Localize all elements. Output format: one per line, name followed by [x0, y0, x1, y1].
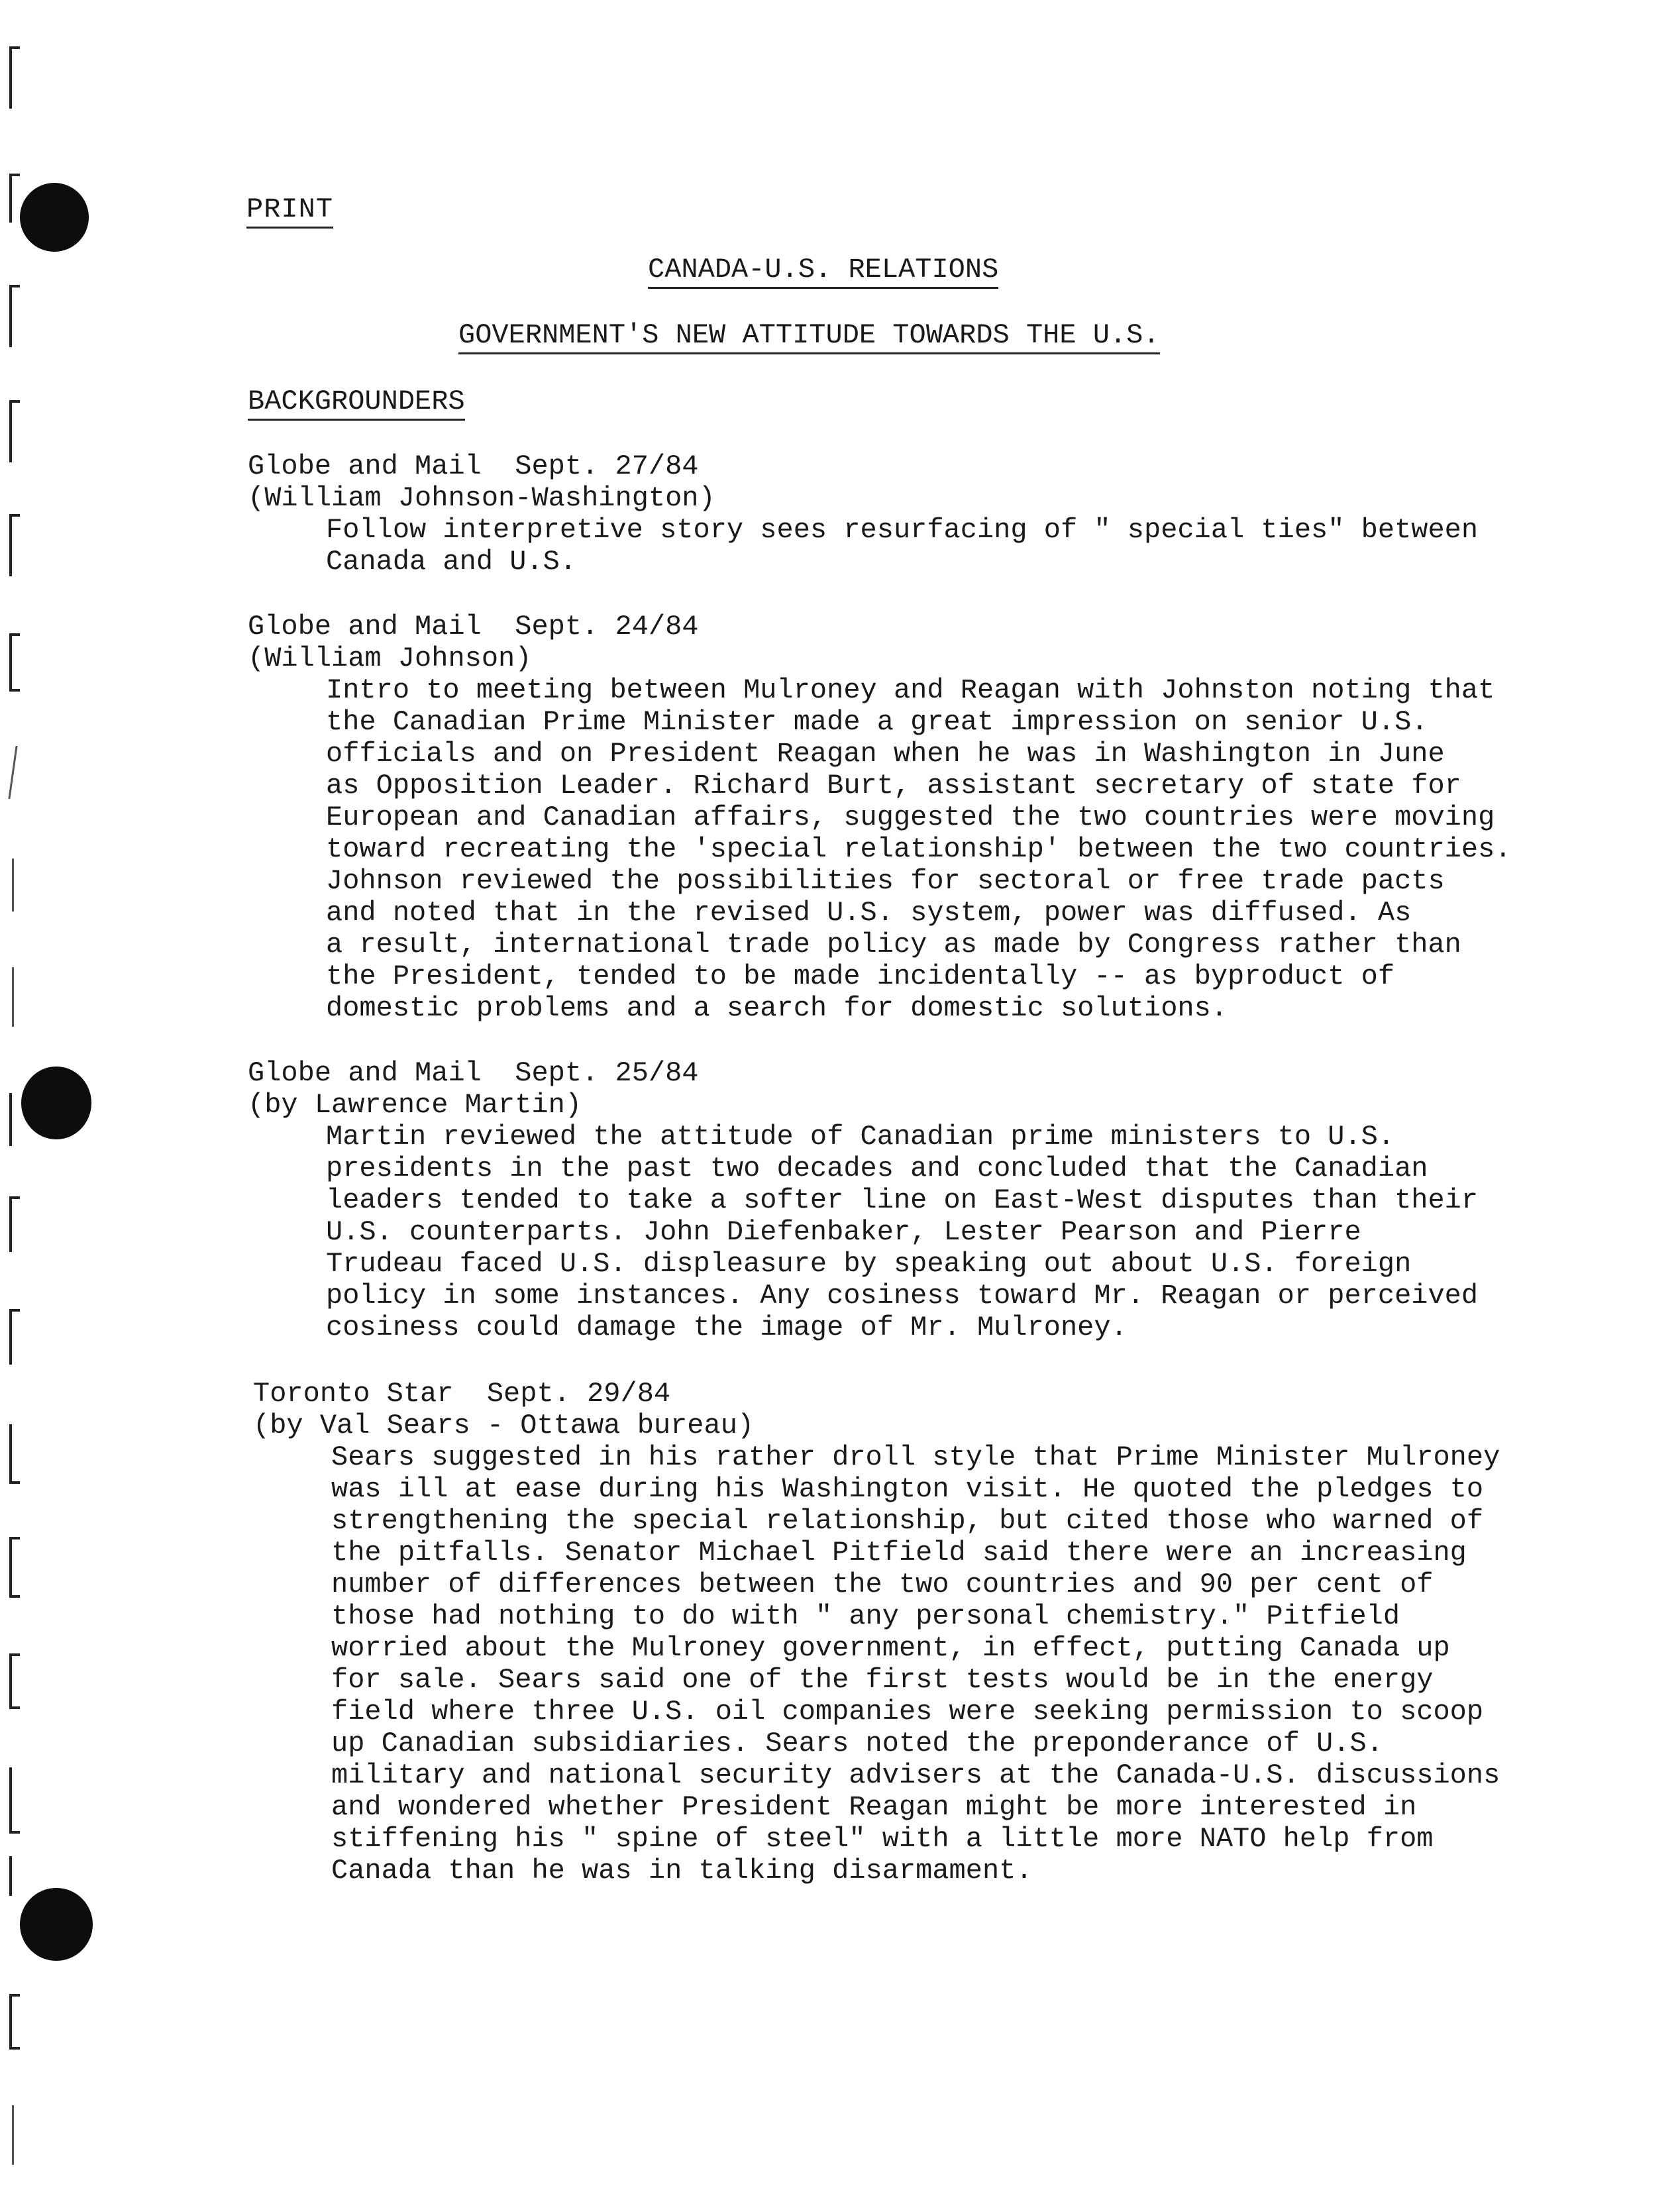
document-title: CANADA-U.S. RELATIONS [648, 254, 998, 289]
punch-hole [20, 183, 89, 252]
entry-summary: Sears suggested in his rather droll style that Prime Minister Mulroney was ill at ease during his Washington visit. He quoted the pledges to strengthening the special relationship, but cited those who warned of the pitfalls. Senator Michael Pitfield said there were an increasing number of differences between the two countries and 90 per cent of those had nothing to do with " any personal chemistry." Pitfield worried about the Mulroney government, in effect, putting Canada up for sale. Sears said one of the first tests would be in the energy field where three U.S. oil companies were seeking permission to scoop up Canadian subsidiaries. Sears noted the preponderance of U.S. military and national security advisers at the Canada-U.S. discussions and wondered whether President Reagan might be more interested in stiffening his " spine of steel" with a little more NATO help from Canada than he was in talking disarmament. [331, 1441, 1500, 1887]
entry-author: (by Val Sears - Ottawa bureau) [253, 1410, 755, 1441]
binder-mark [9, 1994, 20, 2050]
binder-mark [9, 174, 20, 223]
entry-source: Globe and Mail Sept. 25/84 [248, 1057, 699, 1089]
binder-mark [9, 1309, 20, 1365]
article-entry [253, 1378, 1664, 1887]
entry-source: Globe and Mail Sept. 24/84 [248, 611, 699, 643]
binder-mark [9, 46, 20, 109]
entry-source: Toronto Star Sept. 29/84 [253, 1378, 671, 1410]
binder-mark [9, 285, 20, 347]
print-heading: PRINT [246, 193, 333, 229]
binder-mark [9, 1196, 20, 1252]
article-entry [248, 450, 1659, 578]
binder-mark [9, 400, 20, 462]
article-entry [248, 611, 1659, 1024]
article-entry [248, 1057, 1659, 1343]
entry-author: (William Johnson-Washington) [248, 482, 715, 514]
binder-mark [8, 746, 17, 799]
punch-hole [21, 1067, 91, 1139]
binder-mark [9, 662, 20, 692]
binder-mark [12, 967, 14, 1027]
binder-mark [12, 859, 14, 912]
binder-mark [9, 1537, 20, 1598]
entry-author: (William Johnson) [248, 643, 532, 674]
section-heading: BACKGROUNDERS [248, 386, 465, 421]
binder-mark [12, 2105, 14, 2165]
binder-mark [9, 1653, 20, 1709]
document-subtitle: GOVERNMENT'S NEW ATTITUDE TOWARDS THE U.S. [458, 319, 1160, 354]
binder-mark [9, 514, 20, 576]
entry-author: (by Lawrence Martin) [248, 1089, 582, 1121]
entry-summary: Martin reviewed the attitude of Canadian prime ministers to U.S. presidents in the past two decades and concluded that the Canadian leaders tended to take a softer line on East-West disputes than their U.S. counterparts. John Diefenbaker, Lester Pearson and Pierre Trudeau faced U.S. displeasure by speaking out about U.S. foreign policy in some instances. Any cosiness toward Mr. Reagan or perceived cosiness could damage the image of Mr. Mulroney. [326, 1121, 1479, 1343]
entry-source: Globe and Mail Sept. 27/84 [248, 450, 699, 482]
binder-mark [9, 1424, 20, 1484]
binder-mark [9, 1767, 20, 1834]
binder-mark [9, 1856, 20, 1896]
entry-summary: Intro to meeting between Mulroney and Reagan with Johnston noting that the Canadian Prime Minister made a great impression on senior U.S. officials and on President Reagan when he was in Washington in June as Opposition Leader. Richard Burt, assistant secretary of state for European and Canadian affairs, suggested the two countries were moving toward recreating the 'special relationship' between the two countries. Johnson reviewed the possibilities for sectoral or free trade pacts and noted that in the revised U.S. system, power was diffused. As a result, international trade policy as made by Congress rather than the President, tended to be made incidentally -- as byproduct of domestic problems and a search for domestic solutions. [326, 674, 1512, 1024]
binder-mark [9, 1093, 20, 1146]
entry-summary: Follow interpretive story sees resurfacing of " special ties" between Canada and U.S. [326, 514, 1479, 578]
punch-hole [20, 1888, 93, 1961]
